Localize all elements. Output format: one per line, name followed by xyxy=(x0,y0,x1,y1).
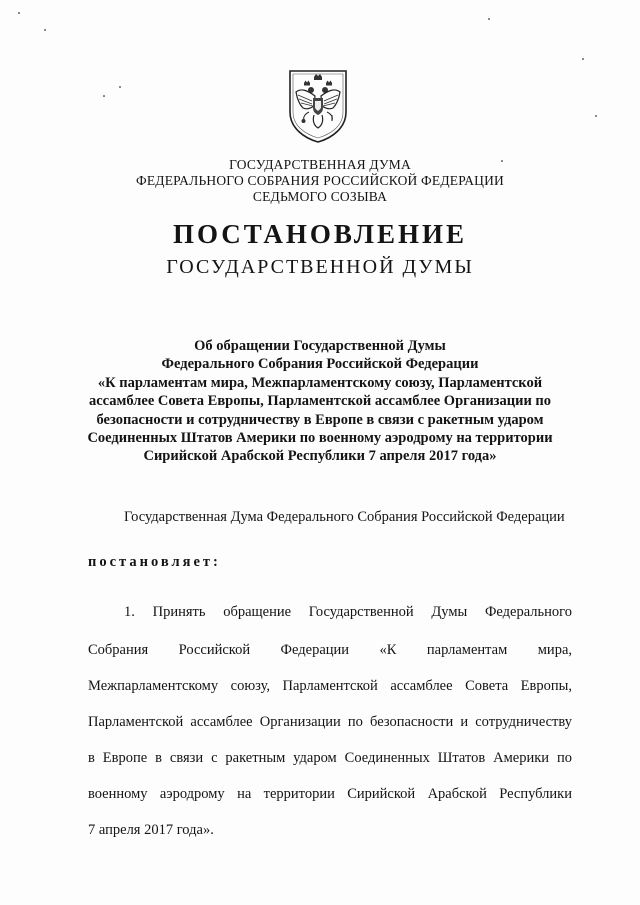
header-line-2: ФЕДЕРАЛЬНОГО СОБРАНИЯ РОССИЙСКОЙ ФЕДЕРАЦИИ xyxy=(136,173,504,188)
item-line: Межпарламентскому союзу, Парламентской ассамблее Совета Европы, xyxy=(88,678,572,694)
subject-line: ассамблее Совета Европы, Парламентской ассамблее Организации по xyxy=(88,393,552,410)
preamble-text: Государственная Дума Федерального Собрания Российской Федерации xyxy=(124,509,565,525)
document-subtitle: ГОСУДАРСТВЕННОЙ ДУМЫ xyxy=(166,256,474,278)
header-line-3: СЕДЬМОГО СОЗЫВА xyxy=(252,189,388,204)
item-line: Собрания Российской Федерации «К парламентам мира, xyxy=(88,642,572,658)
document-subject xyxy=(70,337,570,466)
item-line: военному аэродрому на территории Сирийской Арабской Республики xyxy=(88,786,572,802)
item-line: 7 апреля 2017 года». xyxy=(88,822,214,838)
item-line: Парламентской ассамблее Организации по безопасности и сотрудничеству xyxy=(88,714,572,730)
scan-speck xyxy=(595,115,597,117)
subject-line: Федерального Собрания Российской Федерации xyxy=(161,356,479,373)
scan-speck xyxy=(18,12,20,14)
scan-speck xyxy=(488,18,490,20)
subject-line: Об обращении Государственной Думы xyxy=(194,338,446,354)
document-title: ПОСТАНОВЛЕНИЕ xyxy=(172,219,468,249)
scan-speck xyxy=(582,58,584,60)
subject-line: безопасности и сотрудничеству в Европе в связи с ракетным ударом xyxy=(96,411,544,428)
scan-speck xyxy=(119,86,121,88)
decree-word: постановляет: xyxy=(88,554,221,570)
scan-speck xyxy=(103,95,105,97)
item-line: 1. Принять обращение Государственной Думы Федерального xyxy=(124,604,572,620)
subject-line: «К парламентам мира, Межпарламентскому союзу, Парламентской xyxy=(97,374,543,391)
scan-speck xyxy=(44,29,46,31)
russian-coat-of-arms-icon xyxy=(287,68,349,144)
header-line-1: ГОСУДАРСТВЕННАЯ ДУМА xyxy=(229,157,411,172)
item-line: в Европе в связи с ракетным ударом Соединенных Штатов Америки по xyxy=(88,750,572,766)
subject-line: Сирийской Арабской Республики 7 апреля 2017 года» xyxy=(143,448,497,465)
subject-line: Соединенных Штатов Америки по военному аэродрому на территории xyxy=(87,430,553,447)
